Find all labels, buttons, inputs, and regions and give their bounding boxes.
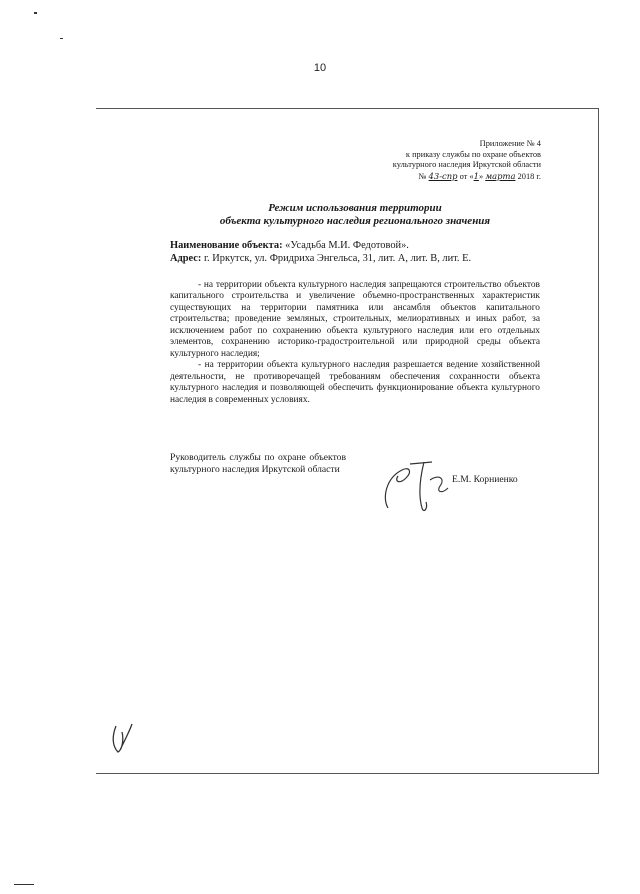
- paragraph-prohibited: - на территории объекта культурного наследия запрещаются строительство объектов капитального строительства и увеличение объемно-пространственных характеристик существующих на территории памятника или ансамбля объектов капитального строительства; проведение земляных, строительных, мелиоративных и иных работ, за исключением работ по сохранению объекта культурного наследия или его отдельных элементов, сохранению историко-градостроительной или природной среды объекта культурного наследия;: [170, 280, 540, 359]
- appendix-number-line: [311, 171, 541, 183]
- appendix-line-2: культурного наследия Иркутской области: [392, 160, 541, 169]
- signatory-position: Руководитель службы по охране объектов культурного наследия Иркутской области: [170, 452, 346, 475]
- object-address-value: г. Иркутск, ул. Фридриха Энгельса, 31, лит. А, лит. В, лит. Е.: [203, 252, 472, 264]
- appendix-line-1: к приказу службы по охране объектов: [405, 149, 541, 159]
- object-info: [170, 240, 540, 265]
- object-name-row: [170, 240, 540, 253]
- title-line-2: объекта культурного наследия регионального значения: [219, 215, 491, 227]
- order-number: 43-спр: [428, 170, 458, 181]
- paragraph-permitted: - на территории объекта культурного наследия разрешается ведение хозяйственной деятельности, не противоречащей требованиям обеспечения сохранности объекта культурного наследия и позволяющей обеспечить функционирование объекта культурного наследия в современных условиях.: [170, 360, 540, 405]
- appendix-header: [311, 139, 541, 182]
- scan-speck: [34, 12, 37, 14]
- date-mid: »: [478, 171, 484, 181]
- date-year: 2018 г.: [517, 171, 541, 181]
- handwritten-initial-mark: [108, 720, 134, 758]
- date-month: марта: [485, 170, 516, 181]
- number-prefix: №: [418, 171, 427, 181]
- date-from: от «: [459, 171, 474, 181]
- object-name-label: Наименование объекта:: [170, 240, 283, 251]
- title-line-1: Режим использования территории: [268, 202, 442, 214]
- scan-speck: [14, 884, 34, 885]
- scan-speck: [60, 38, 63, 39]
- object-address-label: Адрес:: [170, 252, 202, 264]
- object-name-value: «Усадьба М.И. Федотовой».: [285, 240, 409, 251]
- page-number: 10: [313, 62, 327, 74]
- appendix-title: Приложение № 4: [479, 139, 541, 148]
- document-title: [170, 202, 540, 228]
- object-address-row: [170, 253, 540, 266]
- handwritten-signature: [380, 458, 452, 518]
- signatory-name: Е.М. Корниенко: [452, 474, 518, 485]
- date-day: 1: [473, 170, 479, 181]
- regime-text: [170, 280, 540, 406]
